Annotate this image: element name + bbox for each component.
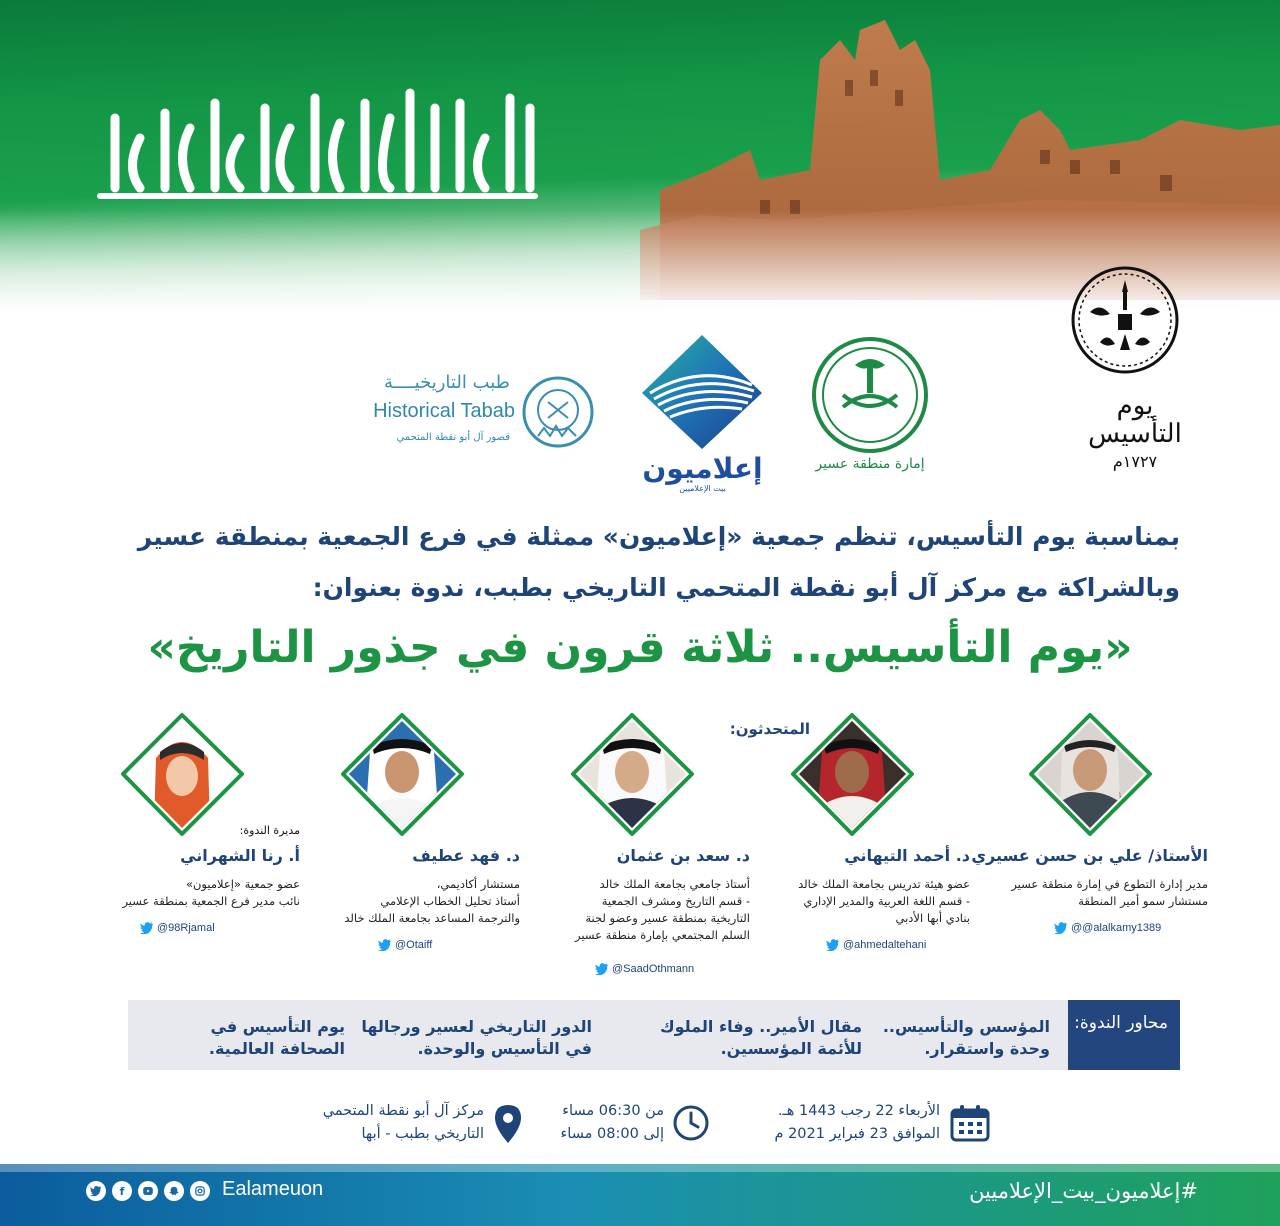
twitter-icon	[595, 963, 609, 975]
calendar-icon	[950, 1104, 990, 1142]
youtube-icon[interactable]	[138, 1181, 158, 1201]
speaker-name: الأستاذ/ علي بن حسن عسيري	[971, 846, 1208, 865]
speaker-photo	[340, 712, 465, 837]
intro-line-1: بمناسبة يوم التأسيس، تنظم جمعية «إعلاميون» ممثلة في فرع الجمعية بمنطقة عسير	[137, 522, 1180, 551]
instagram-icon[interactable]	[190, 1181, 210, 1201]
axis-item: يوم التأسيس في الصحافة العالمية.	[208, 1017, 345, 1058]
speaker-bio: مدير إدارة التطوع في إمارة منطقة عسير مستشار سمو أمير المنطقة	[1011, 877, 1208, 908]
ealameuon-logo-icon	[640, 333, 765, 451]
ealameuon-logo-text: إعلاميون	[642, 452, 763, 485]
speaker-card	[280, 712, 520, 962]
event-location: مركز آل أبو نقطة المتحمي التاريخي بطبب - أبها	[322, 1103, 484, 1142]
historical-tabab-name-en: Historical Tabab	[373, 400, 515, 422]
speaker-photo	[1028, 712, 1153, 837]
speaker-twitter-handle[interactable]: @98Rjamal	[140, 922, 215, 934]
twitter-icon[interactable]	[86, 1181, 106, 1201]
speaker-photo	[790, 712, 915, 837]
moderator-avatar	[120, 712, 245, 837]
asir-emirate-logo-icon	[805, 335, 935, 455]
footer-strip	[0, 1164, 1280, 1172]
snapchat-icon[interactable]	[164, 1181, 184, 1201]
foundation-day-title: يوم التأسيس	[1088, 391, 1182, 449]
speaker-photo	[570, 712, 695, 837]
twitter-icon	[378, 939, 392, 951]
facebook-icon[interactable]: f	[112, 1181, 132, 1201]
seminar-title: «يوم التأسيس.. ثلاثة قرون في جذور التاريخ»	[147, 622, 1133, 673]
historical-tabab-name-ar: طبب التاريخيــــة	[383, 372, 510, 393]
speaker-bio: عضو جمعية «إعلاميون» نائب مدير فرع الجمعية بمنطقة عسير	[122, 877, 300, 908]
social-icons	[86, 1181, 210, 1201]
seminar-axes-label: محاور الندوة:	[1068, 1000, 1180, 1070]
speaker-twitter-handle[interactable]: @@alalkamy1389	[1054, 922, 1161, 934]
speaker-bio: عضو هيئة تدريس بجامعة الملك خالد - قسم اللغة العربية والمدير الإداري بنادي أبها الأدبي	[798, 877, 970, 925]
intro-line-2: وبالشراكة مع مركز آل أبو نقطة المتحمي التاريخي بطبب، ندوة بعنوان:	[312, 573, 1180, 602]
event-date: الأربعاء 22 رجب 1443 هـ. الموافق 23 فبراير 2021 م	[774, 1103, 940, 1142]
speaker-bio: مستشار أكاديمي، أستاذ تحليل الخطاب الإعلامي والترجمة المساعد بجامعة الملك خالد	[344, 877, 520, 925]
axis-item: الدور التاريخي لعسير ورجالها في التأسيس والوحدة.	[361, 1017, 592, 1058]
speaker-name: د. سعد بن عثمان	[616, 846, 750, 865]
speaker-twitter-handle[interactable]: @SaadOthmann	[595, 963, 694, 975]
foundation-day-emblem-icon	[1060, 262, 1190, 382]
speaker-twitter-handle[interactable]: @ahmedaltehani	[826, 939, 926, 951]
shahada-calligraphy	[90, 78, 540, 218]
speaker-name: د. أحمد التيهاني	[844, 846, 970, 865]
speaker-card	[510, 712, 750, 975]
axis-item: مقال الأمير.. وفاء الملوك للأئمة المؤسسين.	[659, 1017, 862, 1058]
moderator-role: مديرة الندوة:	[239, 824, 300, 837]
footer-hashtag[interactable]: #إعلاميون_بيت_الإعلاميين	[969, 1179, 1198, 1203]
speaker-name: أ. رنا الشهراني	[180, 846, 300, 865]
location-pin-icon	[494, 1104, 522, 1144]
foundation-day-year: ١٧٢٧م	[1112, 452, 1158, 471]
twitter-icon	[1054, 922, 1068, 934]
axis-item: المؤسس والتأسيس.. وحدة واستقرار.	[882, 1017, 1050, 1058]
speaker-card	[968, 712, 1208, 962]
asir-emirate-name: إمارة منطقة عسير	[815, 456, 925, 472]
historical-tabab-logo-icon	[518, 372, 598, 452]
speaker-name: د. فهد عطيف	[412, 846, 520, 865]
speakers-label: المتحدثون:	[729, 720, 810, 738]
twitter-icon	[140, 922, 154, 934]
speaker-bio: أستاذ جامعي بجامعة الملك خالد - قسم التاريخ ومشرف الجمعية التاريخية بمنطقة عسير وعضو لجنة السلم المجتمعي بإمارة منطقة عسير	[575, 877, 750, 942]
speaker-card	[60, 712, 300, 962]
twitter-icon	[826, 939, 840, 951]
clock-icon	[672, 1104, 710, 1142]
ealameuon-logo-subtitle: بيت الإعلاميين	[679, 484, 726, 493]
footer-handle[interactable]: Ealameuon	[222, 1178, 324, 1200]
speaker-twitter-handle[interactable]: @Otaiff	[378, 939, 432, 951]
event-time: من 06:30 مساء إلى 08:00 مساء	[560, 1103, 664, 1142]
speaker-card	[730, 712, 970, 962]
historical-tabab-subtitle: قصور آل أبو نقطة المتحمي	[396, 432, 510, 443]
